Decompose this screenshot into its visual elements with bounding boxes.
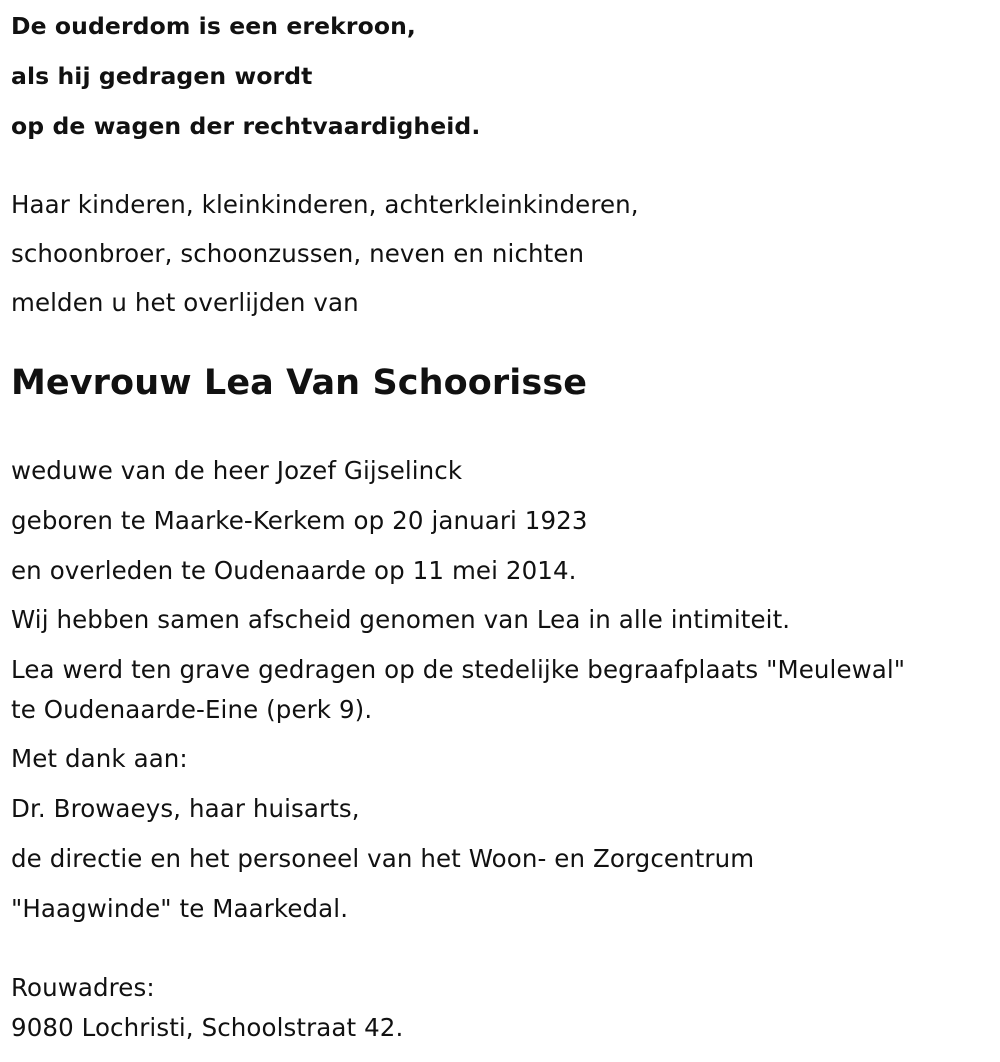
- announcers-line-3: melden u het overlijden van: [11, 288, 359, 317]
- detail-line-6: te Oudenaarde-Eine (perk 9).: [11, 695, 373, 724]
- detail-line-2: geboren te Maarke-Kerkem op 20 januari 1923: [11, 506, 588, 535]
- detail-line-7: Met dank aan:: [11, 744, 188, 773]
- motto-line-3: op de wagen der rechtvaardigheid.: [11, 112, 481, 140]
- detail-line-10: "Haagwinde" te Maarkedal.: [11, 894, 349, 923]
- detail-line-3: en overleden te Oudenaarde op 11 mei 2014.: [11, 556, 577, 585]
- announcers-line-2: schoonbroer, schoonzussen, neven en nichten: [11, 239, 585, 268]
- detail-line-8: Dr. Browaeys, haar huisarts,: [11, 794, 360, 823]
- detail-line-5: Lea werd ten grave gedragen op de stedelijke begraafplaats "Meulewal": [11, 655, 906, 684]
- mourning-address: 9080 Lochristi, Schoolstraat 42.: [11, 1013, 404, 1042]
- detail-line-1: weduwe van de heer Jozef Gijselinck: [11, 456, 463, 485]
- detail-line-4: Wij hebben samen afscheid genomen van Lea in alle intimiteit.: [11, 605, 791, 634]
- deceased-name: Mevrouw Lea Van Schoorisse: [11, 363, 588, 403]
- motto-line-1: De ouderdom is een erekroon,: [11, 12, 416, 40]
- announcers-line-1: Haar kinderen, kleinkinderen, achterkleinkinderen,: [11, 190, 639, 219]
- motto-line-2: als hij gedragen wordt: [11, 62, 313, 90]
- detail-line-9: de directie en het personeel van het Woon- en Zorgcentrum: [11, 844, 755, 873]
- mourning-address-label: Rouwadres:: [11, 973, 155, 1002]
